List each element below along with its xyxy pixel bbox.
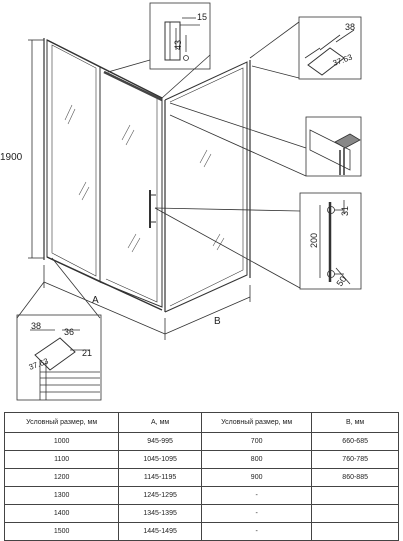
detail-top-callout bbox=[108, 3, 210, 98]
table-cell: - bbox=[201, 487, 311, 505]
width-label-a: A bbox=[92, 295, 99, 306]
detail-top-dim2: 43 bbox=[173, 39, 183, 50]
table-cell bbox=[312, 523, 399, 541]
table-cell: 1100 bbox=[5, 451, 119, 469]
table-cell: 1345-1395 bbox=[119, 505, 202, 523]
detail-left-dim3: 21 bbox=[82, 348, 93, 358]
detail-left-callout bbox=[17, 258, 101, 400]
header-nominal-b: Условный размер, мм bbox=[201, 413, 311, 433]
table-cell: 800 bbox=[201, 451, 311, 469]
table-cell: 1000 bbox=[5, 433, 119, 451]
table-row bbox=[5, 433, 399, 451]
table-cell: 1200 bbox=[5, 469, 119, 487]
header-a: A, мм bbox=[119, 413, 202, 433]
width-label-b: B bbox=[214, 316, 221, 327]
detail-handle-callout bbox=[155, 193, 361, 289]
detail-handle-dim1: 31 bbox=[340, 205, 350, 216]
table-cell: 660-685 bbox=[312, 433, 399, 451]
header-nominal-a: Условный размер, мм bbox=[5, 413, 119, 433]
table-row bbox=[5, 469, 399, 487]
header-b: B, мм bbox=[312, 413, 399, 433]
table-cell: - bbox=[201, 523, 311, 541]
table-cell: 760-785 bbox=[312, 451, 399, 469]
table-cell: 860-885 bbox=[312, 469, 399, 487]
table-cell: 1500 bbox=[5, 523, 119, 541]
table-row bbox=[5, 523, 399, 541]
table-row bbox=[5, 505, 399, 523]
table-cell: 700 bbox=[201, 433, 311, 451]
table-cell: 900 bbox=[201, 469, 311, 487]
table-cell: 1400 bbox=[5, 505, 119, 523]
table-cell: 1300 bbox=[5, 487, 119, 505]
table-cell: - bbox=[201, 505, 311, 523]
detail-left-dim2: 36 bbox=[64, 327, 75, 337]
detail-right-top-dim2: 37.63 bbox=[331, 52, 354, 68]
table-cell: 1145-1195 bbox=[119, 469, 202, 487]
detail-left-dim1: 38 bbox=[31, 321, 42, 331]
door-handle bbox=[150, 190, 156, 228]
table-cell: 945-995 bbox=[119, 433, 202, 451]
table-header-row bbox=[5, 413, 399, 433]
height-dimension bbox=[28, 40, 44, 258]
table-cell: 1445-1495 bbox=[119, 523, 202, 541]
detail-handle-dim2: 200 bbox=[309, 232, 319, 248]
glass-reflections bbox=[65, 105, 224, 252]
table-cell bbox=[312, 505, 399, 523]
table-row bbox=[5, 451, 399, 469]
detail-handle-dim3: 50 bbox=[334, 274, 349, 289]
detail-left-dim4: 37.63 bbox=[27, 356, 50, 372]
detail-right-middle-callout bbox=[170, 103, 361, 176]
size-table bbox=[4, 412, 399, 541]
table-row bbox=[5, 487, 399, 505]
detail-right-top-dim1: 38 bbox=[345, 22, 356, 32]
table-cell: 1245-1295 bbox=[119, 487, 202, 505]
table-cell: 1045-1095 bbox=[119, 451, 202, 469]
detail-top-dim1: 15 bbox=[197, 12, 208, 22]
table-cell bbox=[312, 487, 399, 505]
side-panel bbox=[165, 60, 250, 312]
height-label: 1900 bbox=[0, 152, 23, 163]
